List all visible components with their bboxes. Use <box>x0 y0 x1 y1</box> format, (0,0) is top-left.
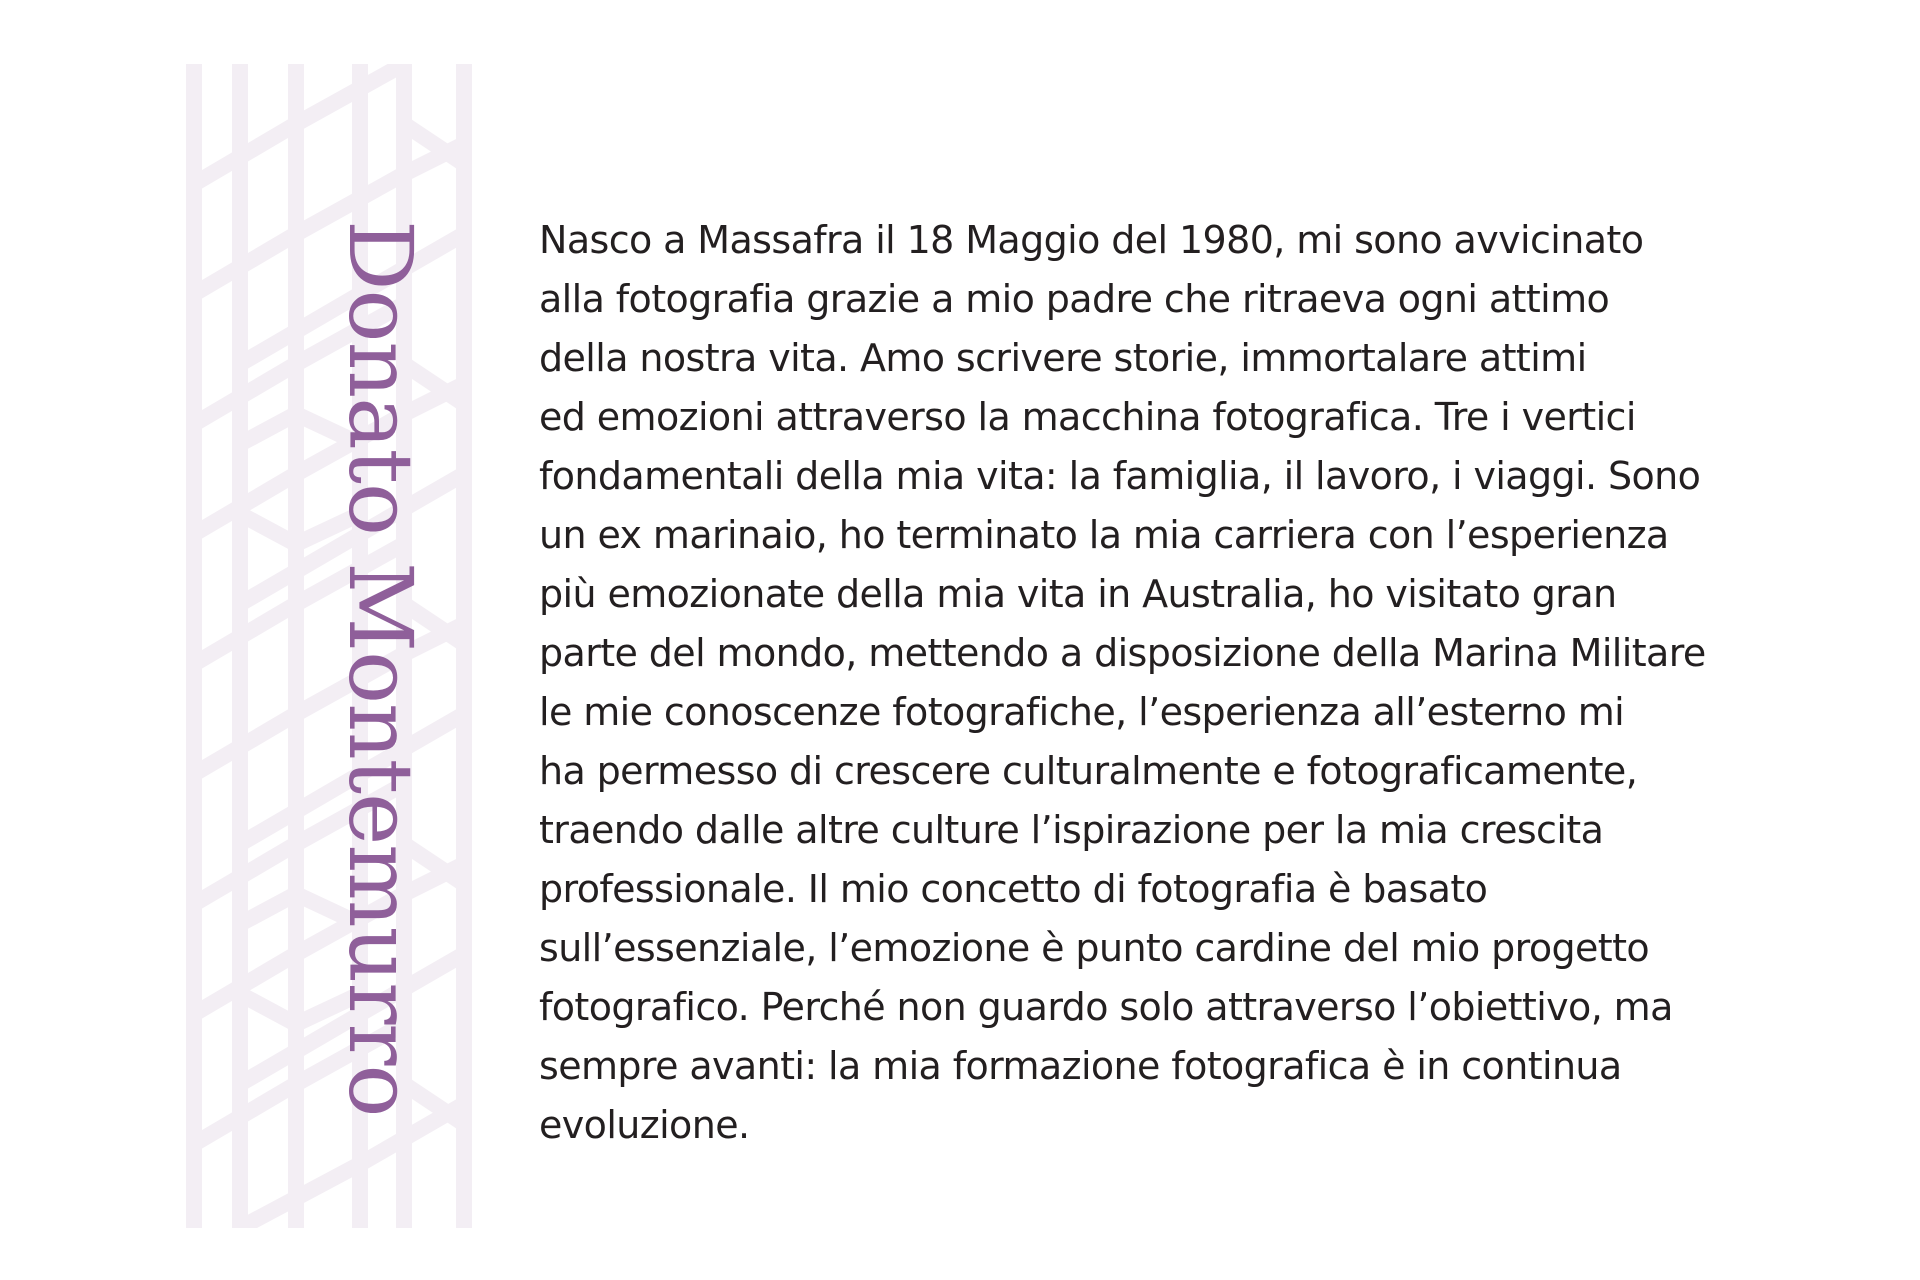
bio-line: sull’essenziale, l’emozione è punto cardine del mio progetto <box>539 926 1650 970</box>
bio-text <box>539 211 1769 1155</box>
bio-line: professionale. Il mio concetto di fotografia è basato <box>539 867 1488 911</box>
bio-line: fondamentali della mia vita: la famiglia, il lavoro, i viaggi. Sono <box>539 454 1701 498</box>
bio-line: le mie conoscenze fotografiche, l’esperienza all’esterno mi <box>539 690 1625 734</box>
bio-line: ed emozioni attraverso la macchina fotografica. Tre i vertici <box>539 395 1636 439</box>
bio-line: più emozionate della mia vita in Australia, ho visitato gran <box>539 572 1617 616</box>
bio-line: della nostra vita. Amo scrivere storie, immortalare attimi <box>539 336 1587 380</box>
bio-line: alla fotografia grazie a mio padre che ritraeva ogni attimo <box>539 277 1610 321</box>
bio-line: un ex marinaio, ho terminato la mia carriera con l’esperienza <box>539 513 1669 557</box>
bio-line: Nasco a Massafra il 18 Maggio del 1980, mi sono avvicinato <box>539 218 1644 262</box>
bio-line: evoluzione. <box>539 1103 750 1147</box>
bio-line: ha permesso di crescere culturalmente e fotograficamente, <box>539 749 1638 793</box>
bio-line: parte del mondo, mettendo a disposizione della Marina Militare <box>539 631 1706 675</box>
bio-line: fotografico. Perché non guardo solo attraverso l’obiettivo, ma <box>539 985 1673 1029</box>
bio-line: sempre avanti: la mia formazione fotografica è in continua <box>539 1044 1622 1088</box>
bio-line: traendo dalle altre culture l’ispirazione per la mia crescita <box>539 808 1604 852</box>
author-name: Donato Montemurro <box>329 220 432 1117</box>
